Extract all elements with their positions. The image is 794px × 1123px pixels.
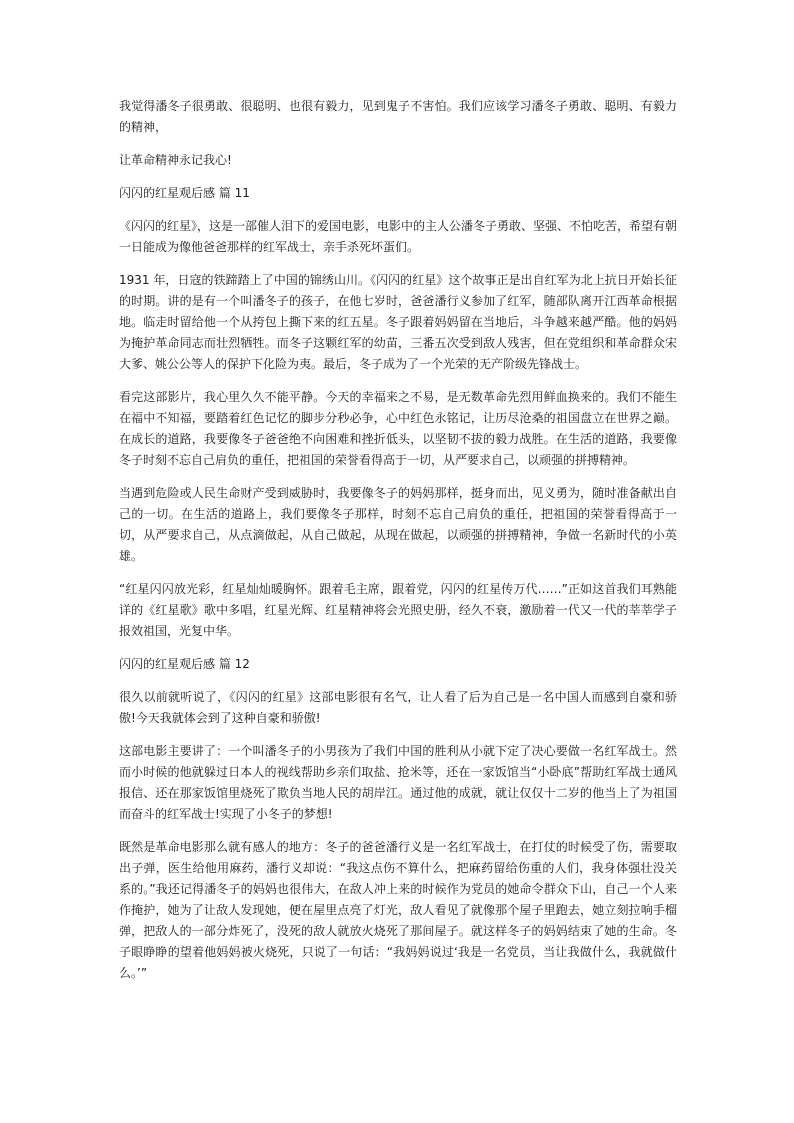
paragraph-2: 让革命精神永记我心! (119, 153, 232, 167)
paragraph-9: 这部电影主要讲了：一个叫潘冬子的小男孩为了我们中国的胜利从小就下定了决心要做一名红军战士。然而小时候的他就躲过日本人的视线帮助乡亲们取盐、抢米等，还在一家饭馆当“小卧底”帮助红军战士通风报信、还在那家饭馆里烧死了欺负当地人民的胡岸江。通过他的成就，就让仅仅十二岁的他当上了为祖国而奋斗的红军战士!实现了小冬子的梦想! (119, 744, 677, 821)
paragraph-5: 看完这部影片，我心里久久不能平静。今天的幸福来之不易，是无数革命先烈用鲜血换来的。我们不能生在福中不知福，要踏着红色记忆的脚步分秒必争，心中红色永铭记，让历尽沧桑的祖国盘立在世界之巅。在成长的道路，我要像冬子爸爸绝不向困难和挫折低头，以坚韧不拔的毅力战胜。在生活的道路，我要像冬子时刻不忘自己肩负的重任，把祖国的荣誉看得高于一切，从严要求自己，以顽强的拼搏精神。 (119, 390, 677, 467)
paragraph-4: 1931 年，日寇的铁蹄踏上了中国的锦绣山川。《闪闪的红星》这个故事正是出自红军为北上抗日开始长征的时期。讲的是有一个叫潘冬子的孩子，在他七岁时，爸爸潘行义参加了红军，随部队离开江西革命根据地。临走时留给他一个从挎包上撕下来的红五星。冬子跟着妈妈留在当地后，斗争越来越严酷。他的妈妈为掩护革命同志而壮烈牺牲。而冬子这颗红军的幼苗，三番五次受到敌人残害，但在党组织和革命群众宋大爹、姚公公等人的保护下化险为夷。最后，冬子成为了一个光荣的无产阶级先锋战士。 (119, 273, 677, 371)
paragraph-6: 当遇到危险或人民生命财产受到威胁时，我要像冬子的妈妈那样，挺身而出，见义勇为，随时准备献出自己的一切。在生活的道路上，我们要像冬子那样，时刻不忘自己肩负的重任，把祖国的荣誉看得高于一切，从严要求自己，从点滴做起，从自己做起，从现在做起，以顽强的拼搏精神，争做一名新时代的小英雄。 (119, 486, 677, 563)
section-heading-12: 闪闪的红星观后感 篇 12 (119, 657, 250, 671)
paragraph-8: 很久以前就听说了，《闪闪的红星》这部电影很有名气，让人看了后为自己是一名中国人而感到自豪和骄傲!今天我就体会到了这种自豪和骄傲! (119, 690, 677, 725)
paragraph-1: 我觉得潘冬子很勇敢、很聪明、也很有毅力，见到鬼子不害怕。我们应该学习潘冬子勇敢、聪明、有毅力的精神， (119, 99, 677, 134)
paragraph-3: 《闪闪的红星》，这是一部催人泪下的爱国电影，电影中的主人公潘冬子勇敢、坚强、不怕吃苦，希望有朝一日能成为像他爸爸那样的红军战士，亲手杀死坏蛋们。 (119, 219, 678, 254)
paragraph-10: 既然是革命电影那么就有感人的地方：冬子的爸爸潘行义是一名红军战士，在打仗的时候受了伤，需要取出子弹，医生给他用麻药，潘行义却说：“我这点伤不算什么，把麻药留给伤重的人们，我身体强壮没关系的。”我还记得潘冬子的妈妈也很伟大，在敌人冲上来的时候作为党员的她命令群众下山，自己一个人来作掩护，她为了让敌人发现她，便在屋里点亮了灯光，敌人看见了就像那个屋子里跑去，她立刻拉响手榴弹，把敌人的一部分炸死了，没死的敌人就放火烧死了那间屋子。就这样冬子的妈妈结束了她的生命。冬子眼睁睁的望着他妈妈被火烧死，只说了一句话：“我妈妈说过‘我是一名党员，当让我做什么，我就做什么。’” (119, 840, 677, 980)
section-heading-11: 闪闪的红星观后感 篇 11 (119, 186, 250, 200)
document-page (119, 96, 677, 984)
paragraph-7: “红星闪闪放光彩，红星灿灿暖胸怀。跟着毛主席，跟着党，闪闪的红星传万代……”正如这首我们耳熟能详的《红星歌》歌中多唱，红星光辉、红星精神将会光照史册，经久不衰，激励着一代又一代的莘莘学子报效祖国，光复中华。 (119, 582, 678, 638)
